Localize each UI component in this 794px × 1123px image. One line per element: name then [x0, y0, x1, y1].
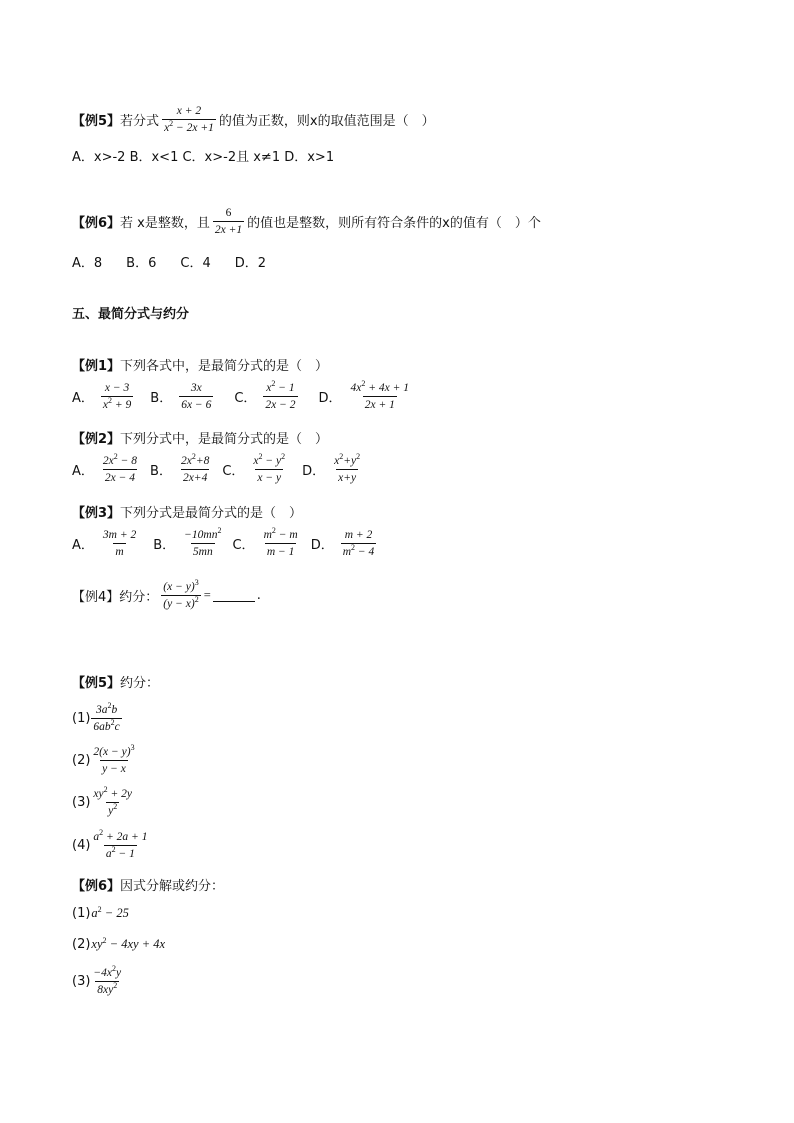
option-d: D．2 — [234, 256, 267, 271]
example-3-options — [72, 528, 379, 559]
example-5-reduce-question — [72, 672, 159, 691]
question-text: 的值为正数，则x的取值范围是（ ） — [218, 114, 435, 129]
option-c: C．4 — [180, 256, 211, 271]
example-2-question — [72, 428, 328, 447]
example-label: 【例3】 — [72, 506, 121, 521]
option-a-fraction: $\frac{3m + 2}{m}$ — [102, 529, 137, 558]
example-5-item-3 — [72, 787, 137, 818]
option-c-label: C． — [234, 391, 257, 406]
example-label: 【例2】 — [72, 432, 121, 447]
example-1-question — [72, 355, 328, 374]
item-number: (3) — [72, 795, 91, 810]
option-b-fraction: $\frac{3x}{6x - 6}$ — [181, 382, 212, 411]
item-number: (2) — [72, 937, 91, 952]
section-heading — [72, 303, 189, 322]
item-expression: $xy^2 - 4xy + 4x$ — [91, 936, 166, 951]
fraction: $\frac{x + 2}{x^2 - 2x +1}$ — [164, 105, 214, 134]
option-b-label: B． — [153, 538, 176, 553]
question-text: 若 x是整数，且 — [120, 216, 210, 231]
option-a-label: A． — [72, 391, 94, 406]
option-c-fraction: $\frac{x^2 - y^2}{x - y}$ — [253, 452, 286, 484]
item-number: (3) — [72, 974, 91, 989]
option-c-label: C． — [232, 538, 255, 553]
item-number: (4) — [72, 838, 91, 853]
option-a: A．8 — [72, 256, 103, 271]
option-c-fraction: $\frac{m^2 - m}{m - 1}$ — [263, 526, 298, 558]
option-d-label: D． — [302, 464, 326, 479]
option-a-label: A． — [72, 538, 94, 553]
example-label: 【例6】 — [72, 216, 121, 231]
item-expression: $a^2 - 25$ — [91, 905, 129, 920]
item-number: (1) — [72, 906, 91, 921]
example-2-options — [72, 454, 365, 485]
example-1-options — [72, 381, 414, 412]
fraction: $\frac{6}{2x +1}$ — [214, 207, 243, 236]
example-label: 【例6】 — [72, 879, 121, 894]
example-6-integer-values — [72, 206, 541, 237]
example-label: 【例4】 — [72, 590, 120, 605]
example-5-item-1 — [72, 703, 125, 734]
option-a-fraction: $\frac{2x^2 - 8}{2x - 4}$ — [102, 452, 138, 484]
example-5-item-4 — [72, 830, 152, 861]
question-text: 约分： — [120, 676, 160, 691]
option-b-label: B． — [150, 391, 173, 406]
example-6-item-2 — [72, 937, 165, 952]
question-text: 下列分式中，是最简分式的是（ ） — [120, 432, 329, 447]
item-number: (2) — [72, 753, 91, 768]
option-a-fraction: $\frac{x - 3}{x^2 + 9}$ — [102, 382, 132, 411]
option-d-fraction: $\frac{4x^2 + 4x + 1}{2x + 1}$ — [350, 379, 410, 411]
option-b: B．6 — [126, 256, 157, 271]
question-text: 的值也是整数，则所有符合条件的x的值有（ ）个 — [247, 216, 541, 231]
example-4-question: 【例4】 约分： $\frac{(x - y)^3}{(y - x)^2}$ = . — [72, 578, 261, 610]
example-label: 【例1】 — [72, 359, 121, 374]
question-text: 下列各式中，是最简分式的是（ ） — [120, 359, 329, 374]
example-5-item-2 — [72, 745, 140, 776]
item-fraction: $\frac{-4x^2y}{8xy^2}$ — [93, 964, 122, 996]
option-d-label: D． — [318, 391, 342, 406]
example-6-options — [72, 252, 266, 271]
section-title: 五、最简分式与约分 — [72, 307, 190, 322]
question-text: 因式分解或约分： — [120, 879, 225, 894]
item-fraction: $\frac{2(x - y)^3}{y - x}$ — [93, 743, 135, 775]
item-fraction: $\frac{3a^2b}{6ab^2c}$ — [93, 701, 120, 733]
options-text: A．x>-2 B．x<1 C．x>-2且 x≠1 D．x>1 — [72, 150, 335, 165]
option-d-fraction: $\frac{x^2+y^2}{x+y}$ — [334, 452, 361, 484]
item-fraction: $\frac{xy^2 + 2y}{y^2}$ — [93, 785, 133, 817]
question-text: 约分： — [119, 590, 159, 605]
option-c-label: C． — [222, 464, 245, 479]
example-5-fraction-positive — [72, 104, 435, 135]
option-b-fraction: $\frac{2x^2+8}{2x+4}$ — [180, 452, 210, 484]
example-label: 【例5】 — [72, 676, 121, 691]
period: . — [256, 588, 261, 603]
question-text: 下列分式是最简分式的是（ ） — [120, 506, 303, 521]
question-text: 若分式 — [120, 114, 160, 129]
option-d-fraction: $\frac{m + 2}{m^2 - 4}$ — [342, 529, 375, 558]
option-b-label: B． — [150, 464, 172, 479]
example-6-factor-question — [72, 875, 224, 894]
example-3-question — [72, 502, 302, 521]
example-6-item-3 — [72, 966, 126, 997]
example-5-options — [72, 146, 334, 165]
item-fraction: $\frac{a^2 + 2a + 1}{a^2 - 1}$ — [93, 828, 148, 860]
item-number: (1) — [72, 711, 91, 726]
reduce-fraction: $\frac{(x - y)^3}{(y - x)^2}$ — [163, 578, 199, 610]
option-d-label: D． — [310, 538, 334, 553]
option-b-fraction: $\frac{-10mn^2}{5mn}$ — [184, 526, 222, 558]
option-c-fraction: $\frac{x^2 - 1}{2x - 2}$ — [265, 379, 296, 411]
example-label: 【例5】 — [72, 114, 121, 129]
option-a-label: A． — [72, 464, 94, 479]
answer-blank[interactable] — [213, 589, 255, 602]
example-6-item-1 — [72, 906, 129, 921]
